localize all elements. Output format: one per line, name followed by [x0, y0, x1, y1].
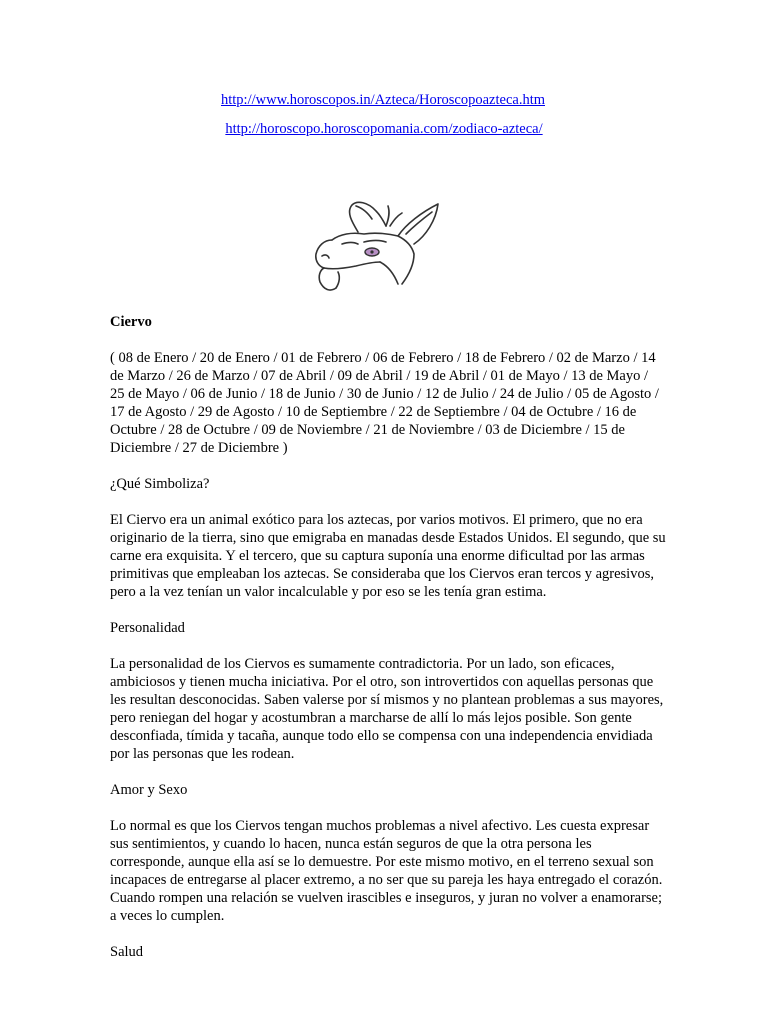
deer-glyph-image — [302, 196, 446, 296]
sign-dates: ( 08 de Enero / 20 de Enero / 01 de Febrero / 06 de Febrero / 18 de Febrero / 02 de Marzo / 14 de Marzo / 26 de Marzo / 07 de Abril / 09 de Abril / 19 de Abril / 01 de Mayo / 13 de Mayo / 25 de Mayo / 06 de Junio / 18 de Junio / 30 de Junio / 12 de Julio / 24 de Julio / 05 de Agosto / 17 de Agosto / 29 de Agosto / 10 de Septiembre / 22 de Septiembre / 04 de Octubre / 16 de Octubre / 28 de Octubre / 09 de Noviembre / 21 de Noviembre / 03 de Diciembre / 15 de Diciembre / 27 de Diciembre ) — [110, 350, 659, 456]
horoscopos-in-link[interactable]: http://www.horoscopos.in/Azteca/Horoscopoazteca.htm — [220, 92, 545, 108]
document-body — [110, 313, 666, 979]
section-heading-personality: Personalidad — [110, 620, 185, 636]
section-body-love: Lo normal es que los Ciervos tengan muchos problemas a nivel afectivo. Les cuesta expresar sus sentimientos, y cuando lo hacen, nunca están seguros de que la otra persona les corresponde, aunque ella así se lo demuestre. Por este mismo motivo, en el terreno sexual son incapaces de entregarse al placer extremo, a no ser que su pareja les haya entregado el corazón. Cuando rompen una relación se vuelven irascibles e inseguros, y juran no volver a enamorarse; a veces lo cumplen. — [110, 818, 663, 924]
sign-title: Ciervo — [110, 314, 152, 330]
source-links — [0, 91, 768, 149]
section-heading-health: Salud — [110, 944, 144, 960]
section-body-symbolism: El Ciervo era un animal exótico para los aztecas, por varios motivos. El primero, que no era originario de la tierra, sino que emigraba en manadas desde Estados Unidos. El segundo, que su carne era exquisita. Y el tercero, que su captura suponía una enorme dificultad por las armas primitivas que empleaban los aztecas. Se consideraba que los Ciervos eran tercos y agresivos, pero a la vez tenían un valor incalculable y por eso se les tenía gran estima. — [110, 512, 666, 600]
section-body-personality: La personalidad de los Ciervos es sumamente contradictoria. Por un lado, son eficaces, ambiciosos y tienen mucha iniciativa. Por el otro, son introvertidos con aquellas personas que les resultan desconocidas. Saben valerse por sí mismos y no plantean problemas a sus mayores, pero reniegan del hogar y acostumbran a marcharse de allí lo más lejos posible. Son gente desconfiada, tímida y tacaña, aunque todo ello se compensa con una independencia envidiada por las personas que les rodean. — [110, 656, 664, 762]
section-heading-symbolism: ¿Qué Simboliza? — [110, 476, 210, 492]
section-heading-love: Amor y Sexo — [110, 782, 188, 798]
horoscopomania-link[interactable]: http://horoscopo.horoscopomania.com/zodiaco-azteca/ — [225, 121, 543, 137]
